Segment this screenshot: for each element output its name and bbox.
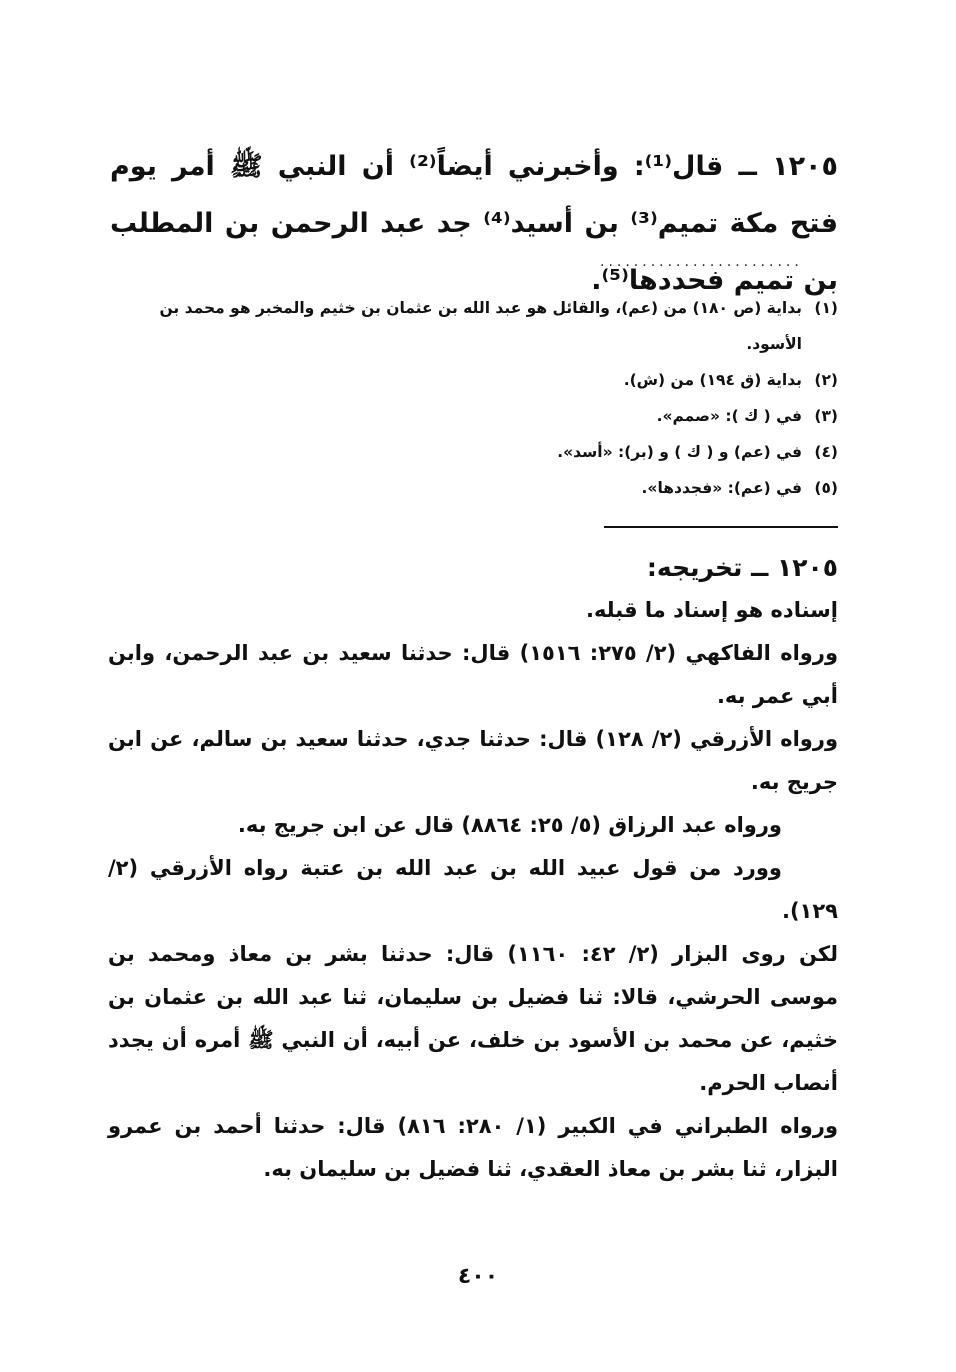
separator-dots: ........................: [600, 254, 803, 270]
takhrij-paragraph: ورواه الفاكهي (٢/ ٢٧٥: ١٥١٦) قال: حدثنا سعيد بن عبد الرحمن، وابن أبي عمر به.: [108, 641, 838, 708]
footnote-5: [108, 470, 838, 506]
footnote-text: في (عم): «فجددها».: [641, 479, 802, 497]
footnote-3: [108, 398, 838, 434]
takhrij-paragraph: ورواه عبد الرزاق (٥/ ٢٥: ٨٨٦٤) قال عن ابن جريج به.: [237, 813, 782, 837]
footnote-text: بداية (ص ١٨٠) من (عم)، والقائل هو عبد الله بن عثمان بن خثيم والمخبر هو محمد بن الأسود.: [159, 299, 802, 353]
footnote-2: [108, 362, 838, 398]
takhrij-paragraph: ورواه الأزرقي (٢/ ١٢٨) قال: حدثنا جدي، حدثنا سعيد بن سالم، عن ابن جريج به.: [108, 727, 838, 794]
hadith-text: ١٢٠٥ ــ قال⁽¹⁾: وأخبرني أيضاً⁽²⁾ أن النبي ﷺ أمر يوم فتح مكة تميم⁽³⁾ بن أسيد⁽⁴⁾ جد عبد الرحمن بن المطلب بن تميم فحددها⁽⁵⁾.: [110, 151, 839, 296]
section-divider: [604, 526, 838, 528]
takhrij-section: [108, 546, 838, 1191]
takhrij-paragraph: ورواه الطبراني في الكبير (١/ ٢٨٠: ٨١٦) قال: حدثنا أحمد بن عمرو البزار، ثنا بشر بن معاذ العقدي، ثنا فضيل بن سليمان به.: [108, 1114, 838, 1181]
footnote-text: بداية (ق ١٩٤) من (ش).: [623, 371, 802, 389]
page-number: ٤٠٠: [457, 1264, 499, 1289]
takhrij-paragraph: لكن روى البزار (٢/ ٤٢: ١١٦٠) قال: حدثنا بشر بن معاذ ومحمد بن موسى الحرشي، قالا: ثنا فضيل بن سليمان، ثنا عبد الله بن عثمان بن خثيم، عن محمد بن الأسود بن خلف، عن أبيه، أن النبي ﷺ أمره أن يجدد أنصاب الحرم.: [108, 942, 838, 1095]
footnote-number: (٤): [814, 443, 838, 461]
takhrij-paragraph: إسناده هو إسناد ما قبله.: [585, 598, 838, 622]
footnote-text: في (عم) و ( ك ) و (بر): «أسد».: [557, 443, 802, 461]
footnote-number: (١): [814, 299, 838, 317]
footnote-1: [108, 290, 838, 362]
takhrij-heading: ١٢٠٥ ــ تخريجه:: [646, 553, 838, 582]
footnotes: [108, 290, 838, 506]
footnote-text: في ( ك ): «صمم».: [656, 407, 802, 425]
footnote-number: (٥): [814, 479, 838, 497]
takhrij-paragraph: وورد من قول عبيد الله بن عبد الله بن عتبة رواه الأزرقي (٢/ ١٢٩).: [108, 856, 838, 923]
footnote-number: (٢): [814, 371, 838, 389]
footnote-4: [108, 434, 838, 470]
footnote-number: (٣): [814, 407, 838, 425]
